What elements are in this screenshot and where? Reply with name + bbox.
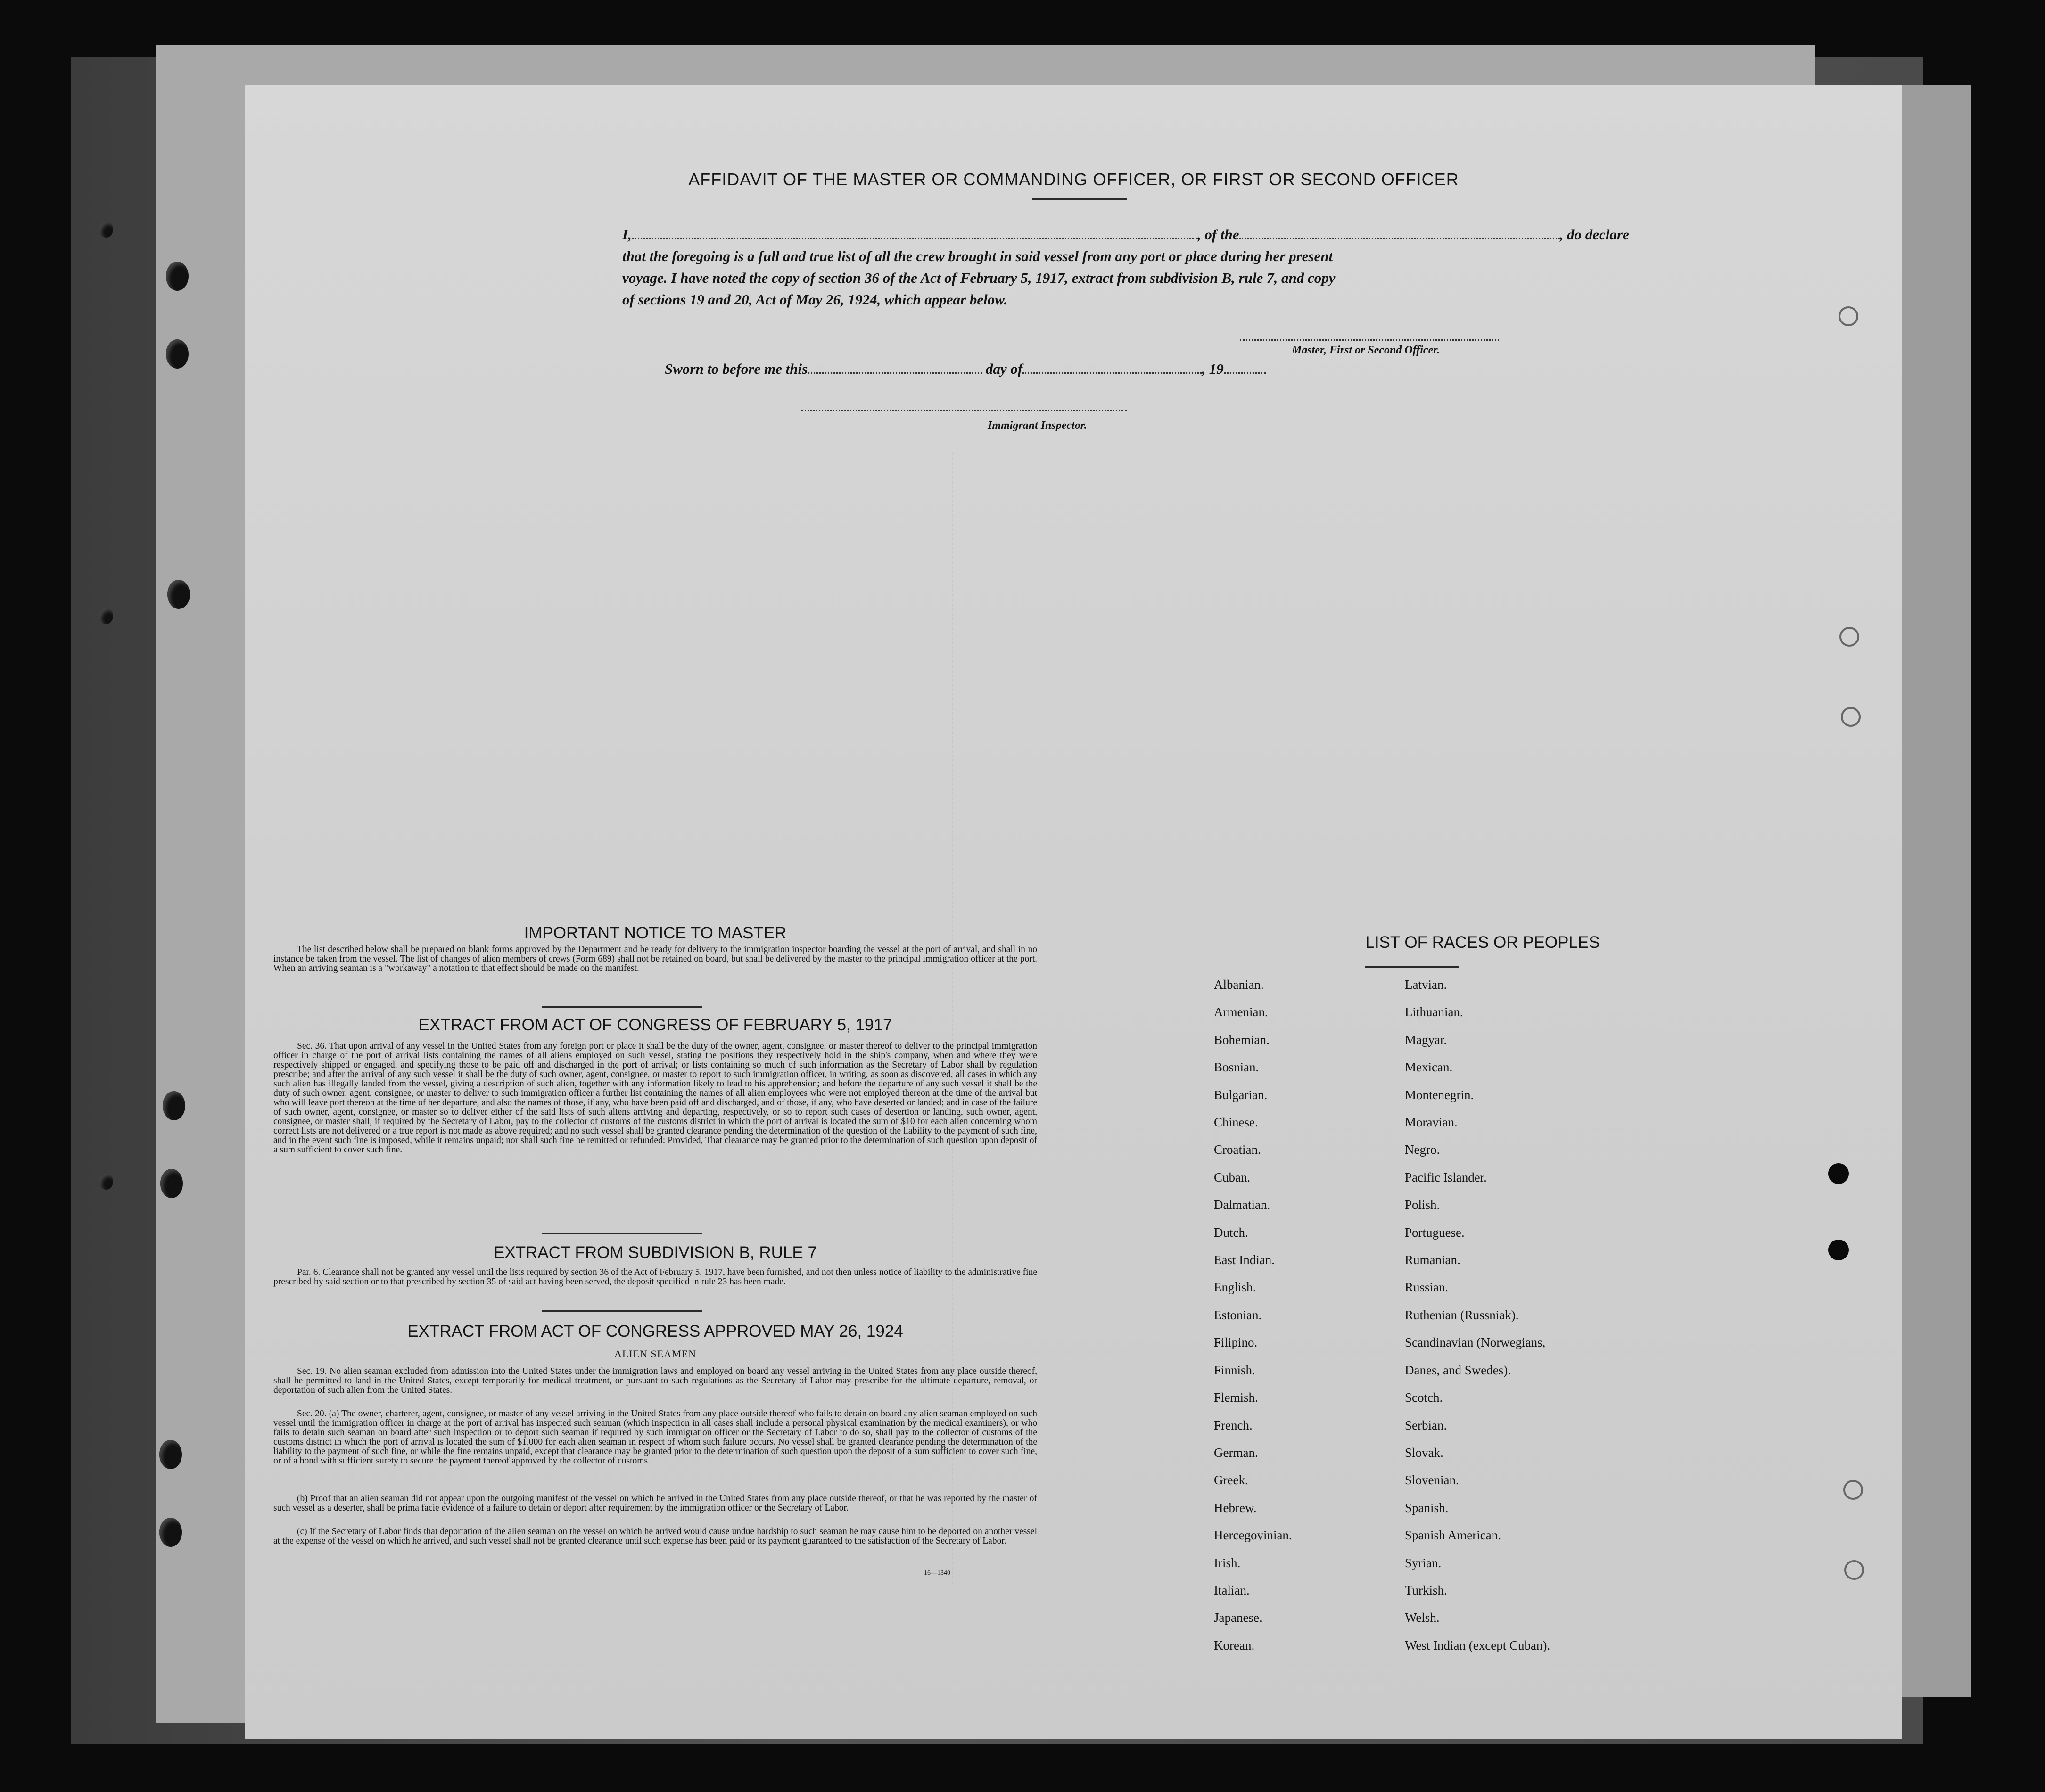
affidavit-line-4: of sections 19 and 20, Act of May 26, 1924, which appear below. — [622, 291, 1008, 308]
affidavit-i: I, — [622, 226, 632, 243]
master-caption: Master, First or Second Officer. — [1292, 344, 1440, 356]
sworn-day-blank[interactable] — [808, 361, 982, 374]
binder-hole — [166, 262, 189, 291]
extract-1924-title: EXTRACT FROM ACT OF CONGRESS APPROVED MAY 26, 1924 — [407, 1322, 903, 1340]
race-item-right: Latvian. — [1405, 978, 1447, 992]
race-item-left: Albanian. — [1214, 978, 1264, 992]
divider — [542, 1006, 702, 1008]
race-item-left: Dalmatian. — [1214, 1198, 1270, 1212]
race-item-right: Mexican. — [1405, 1060, 1453, 1075]
affidavit-line-1 — [622, 224, 1791, 246]
race-item-right: Welsh. — [1405, 1611, 1440, 1625]
race-item-left: Hercegovinian. — [1214, 1528, 1292, 1543]
notice-text: The list described below shall be prepared on blank forms approved by the Department and be ready for delivery to the immigration inspector boarding the vessel at the port of arrival, and shall in no instance be taken from the vessel. The list of changes of alien members of crews (Form 689) shall not be retained on board, but shall be delivered by the master to the principal immigration officer at the port. When an arriving seaman is a "workaway" a notation to that effect should be made on the manifest. — [273, 945, 1037, 973]
name-blank[interactable] — [632, 227, 1197, 239]
race-item-left: Irish. — [1214, 1555, 1241, 1570]
punch-ring — [1841, 707, 1861, 727]
sworn-month-blank[interactable] — [1022, 361, 1202, 374]
binder-hole — [167, 580, 190, 609]
race-item-right: Lithuanian. — [1405, 1005, 1463, 1019]
race-item-right: Danes, and Swedes). — [1405, 1363, 1511, 1377]
divider — [542, 1310, 702, 1312]
binder-hole — [160, 1169, 183, 1198]
race-item-left: Filipino. — [1214, 1335, 1258, 1350]
punch-ring — [1844, 1560, 1864, 1580]
races-right-column — [1405, 971, 1550, 1659]
race-item-right: Scotch. — [1405, 1390, 1443, 1405]
master-signature-line[interactable] — [1240, 339, 1499, 341]
race-item-right: Serbian. — [1405, 1418, 1447, 1432]
race-item-left: Italian. — [1214, 1583, 1250, 1597]
punch-ring — [1839, 627, 1859, 647]
alien-seamen-subtitle: ALIEN SEAMEN — [614, 1348, 696, 1360]
binder-hole — [159, 1518, 182, 1547]
sworn-year: , 19 — [1202, 361, 1224, 377]
race-item-right: West Indian (except Cuban). — [1405, 1638, 1550, 1652]
race-item-left: Croatian. — [1214, 1143, 1261, 1157]
sworn-prefix: Sworn to before me this — [665, 361, 808, 377]
race-item-right: Montenegrin. — [1405, 1087, 1474, 1102]
race-item-left: German. — [1214, 1445, 1258, 1460]
race-item-right: Moravian. — [1405, 1115, 1458, 1130]
sworn-line — [665, 358, 1560, 380]
race-item-right: Polish. — [1405, 1198, 1440, 1212]
punch-dot — [1828, 1240, 1849, 1260]
divider — [1032, 198, 1127, 200]
binder-hole — [99, 1174, 113, 1190]
race-item-left: Cuban. — [1214, 1170, 1251, 1184]
punch-ring — [1843, 1480, 1863, 1500]
race-item-right: Syrian. — [1405, 1555, 1442, 1570]
race-item-left: Armenian. — [1214, 1005, 1268, 1019]
binder-hole — [163, 1091, 185, 1120]
affidavit-title: AFFIDAVIT OF THE MASTER OR COMMANDING OFFICER, OR FIRST OR SECOND OFFICER — [688, 170, 1459, 189]
extract-rule7-text: Par. 6. Clearance shall not be granted any vessel until the lists required by section 36 of the Act of February 5, 1917, have been furnished, and not then unless notice of liability to the administrative fine prescribed by said section or to that prescribed by section 35 of said act having been served, the deposit specified in rule 23 has been made. — [273, 1267, 1037, 1287]
race-item-left: Dutch. — [1214, 1225, 1248, 1240]
affidavit-of-the: , of the — [1197, 226, 1239, 243]
race-item-left: English. — [1214, 1280, 1256, 1295]
race-item-right: Scandinavian (Norwegians, — [1405, 1335, 1546, 1350]
sec19-text: Sec. 19. No alien seaman excluded from admission into the United States under the immigration laws and employed on board any vessel arriving in the United States from any place outside thereof, shall be permitted to land in the United States, except temporarily for medical treatment, or pursuant to such regulations as the Secretary of Labor may prescribe for the ultimate departure, removal, or deportation of such alien from the United States. — [273, 1366, 1037, 1395]
punch-dot — [1828, 1163, 1849, 1184]
affidavit-declare: , do declare — [1559, 226, 1629, 243]
race-item-left: East Indian. — [1214, 1253, 1275, 1267]
race-item-left: Flemish. — [1214, 1390, 1258, 1405]
sec20a-text: Sec. 20. (a) The owner, charterer, agent, consignee, or master of any vessel arriving in the United States from any place outside thereof who fails to detain on board any alien seaman employed on such vessel until the immigration officer in charge at the port of arrival has inspected such seaman (which inspection in all cases shall include a personal physical examination by the medical examiners), or who fails to detain such seaman on board after such inspection or to deport such seaman if required by such immigration officer or the Secretary of Labor to do so, shall pay to the collector of customs of the customs district in which the port of arrival is located the sum of $1,000 for each alien seaman in respect of whom such failure occurs. No vessel shall be granted clearance pending the determination of the liability to the payment of such fine, or while the fine remains unpaid, except that clearance may be granted prior to the determination of such question upon the deposit of a sum sufficient to cover such fine, or of a bond with sufficient surety to secure the payment thereof approved by the collector of customs. — [273, 1409, 1037, 1466]
binder-hole — [99, 608, 113, 624]
affidavit-line-2: that the foregoing is a full and true list of all the crew brought in said vessel from any port or place during her present — [622, 248, 1333, 264]
race-item-left: Bosnian. — [1214, 1060, 1259, 1075]
extract-1917-text: Sec. 36. That upon arrival of any vessel in the United States from any foreign port or place it shall be the duty of the owner, agent, consignee, or master thereof to deliver to the principal immigration officer in charge of the port of arrival lists containing the names of all aliens employed on such vessel, stating the positions they respectively hold in the ship's company, when and where they were respectively shipped or engaged, and specifying those to be paid off and discharged in the port of arrival; or lists containing so much of such information as the Secretary of Labor shall by regulation prescribe; and after the arrival of any such vessel it shall be the duty of such owner, agent, consignee, or master to report to such immigration officer, in writing, as soon as discovered, all cases in which any such alien has illegally landed from the vessel, giving a description of such alien, together with any information likely to lead to his apprehension; and before the departure of any such vessel it shall be the duty of such owner, agent, consignee, or master to deliver to such immigration officer a further list containing the names of all alien employees who were not employed thereon at the time of the arrival but who will leave port thereon at the time of her departure, and also the names of those, if any, who have been paid off and discharged, and of those, if any, who have deserted or landed; and in case of the failure of such owner, agent, consignee, or master so to deliver either of the said lists of such aliens arriving and departing, respectively, or so to report such cases of desertion or landing, such owner, agent, consignee, or master shall, if required by the Secretary of Labor, pay to the collector of customs of the customs district in which the port of arrival is located the sum of $10 for each alien concerning whom correct lists are not delivered or a true report is not made as above required; and no such vessel shall be granted clearance pending the determination of the question of the liability to the payment of such fine, and in the event such fine is imposed, while it remains unpaid; nor shall such fine be remitted or refunded: Provided, That clearance may be granted prior to the determination of such question upon deposit of a sum sufficient to cover such fine. — [273, 1041, 1037, 1155]
divider — [1365, 966, 1459, 968]
race-item-left: Bulgarian. — [1214, 1087, 1268, 1102]
race-item-left: Chinese. — [1214, 1115, 1258, 1130]
inspector-signature-line[interactable] — [801, 410, 1127, 411]
binder-hole — [159, 1440, 182, 1469]
sworn-year-blank[interactable] — [1224, 361, 1266, 374]
vessel-blank[interactable] — [1239, 227, 1560, 239]
race-item-right: Rumanian. — [1405, 1253, 1460, 1267]
race-item-left: Korean. — [1214, 1638, 1255, 1652]
races-title: LIST OF RACES OR PEOPLES — [1365, 933, 1600, 952]
punch-ring — [1839, 306, 1858, 326]
race-item-left: Estonian. — [1214, 1307, 1262, 1322]
race-item-right: Spanish American. — [1405, 1528, 1501, 1543]
affidavit-line-3: voyage. I have noted the copy of section 36 of the Act of February 5, 1917, extract from subdivision B, rule 7, and copy — [622, 270, 1336, 286]
race-item-left: Japanese. — [1214, 1611, 1262, 1625]
extract-1917-title: EXTRACT FROM ACT OF CONGRESS OF FEBRUARY 5, 1917 — [418, 1016, 892, 1034]
races-left-column — [1214, 971, 1292, 1659]
race-item-left: Greek. — [1214, 1473, 1248, 1488]
sec20c-text: (c) If the Secretary of Labor finds that deportation of the alien seaman on the vessel on which he arrived would cause undue hardship to such seaman he may cause him to be deported on another vessel at the expense of the vessel on which he arrived, and such vessel shall not be granted clearance until such expense has been paid or its payment guaranteed to the satisfaction of the Secretary of Labor. — [273, 1527, 1037, 1546]
race-item-right: Spanish. — [1405, 1500, 1449, 1515]
race-item-left: Bohemian. — [1214, 1032, 1270, 1047]
race-item-right: Slovak. — [1405, 1445, 1443, 1460]
sworn-day-of: day of — [985, 361, 1023, 377]
notice-title: IMPORTANT NOTICE TO MASTER — [524, 924, 787, 942]
race-item-right: Pacific Islander. — [1405, 1170, 1487, 1184]
form-number: 16—1340 — [924, 1570, 950, 1577]
race-item-left: French. — [1214, 1418, 1253, 1432]
race-item-right: Russian. — [1405, 1280, 1449, 1295]
race-item-left: Finnish. — [1214, 1363, 1255, 1377]
race-item-right: Slovenian. — [1405, 1473, 1459, 1488]
inspector-caption: Immigrant Inspector. — [988, 419, 1087, 432]
sec20b-text: (b) Proof that an alien seaman did not appear upon the outgoing manifest of the vessel on which he arrived in the United States from any place outside thereof, or that he was reported by the master of such vessel as a deserter, shall be prima facie evidence of a failure to detain or deport after requirement by the immigration officer or the Secretary of Labor. — [273, 1494, 1037, 1513]
divider — [542, 1233, 702, 1234]
race-item-right: Ruthenian (Russniak). — [1405, 1307, 1519, 1322]
race-item-right: Magyar. — [1405, 1032, 1447, 1047]
race-item-right: Turkish. — [1405, 1583, 1447, 1597]
race-item-right: Portuguese. — [1405, 1225, 1465, 1240]
race-item-right: Negro. — [1405, 1143, 1440, 1157]
binder-hole — [99, 222, 113, 238]
race-item-left: Hebrew. — [1214, 1500, 1257, 1515]
extract-rule7-title: EXTRACT FROM SUBDIVISION B, RULE 7 — [494, 1243, 817, 1262]
document-page — [245, 85, 1902, 1739]
binder-hole — [166, 339, 189, 369]
